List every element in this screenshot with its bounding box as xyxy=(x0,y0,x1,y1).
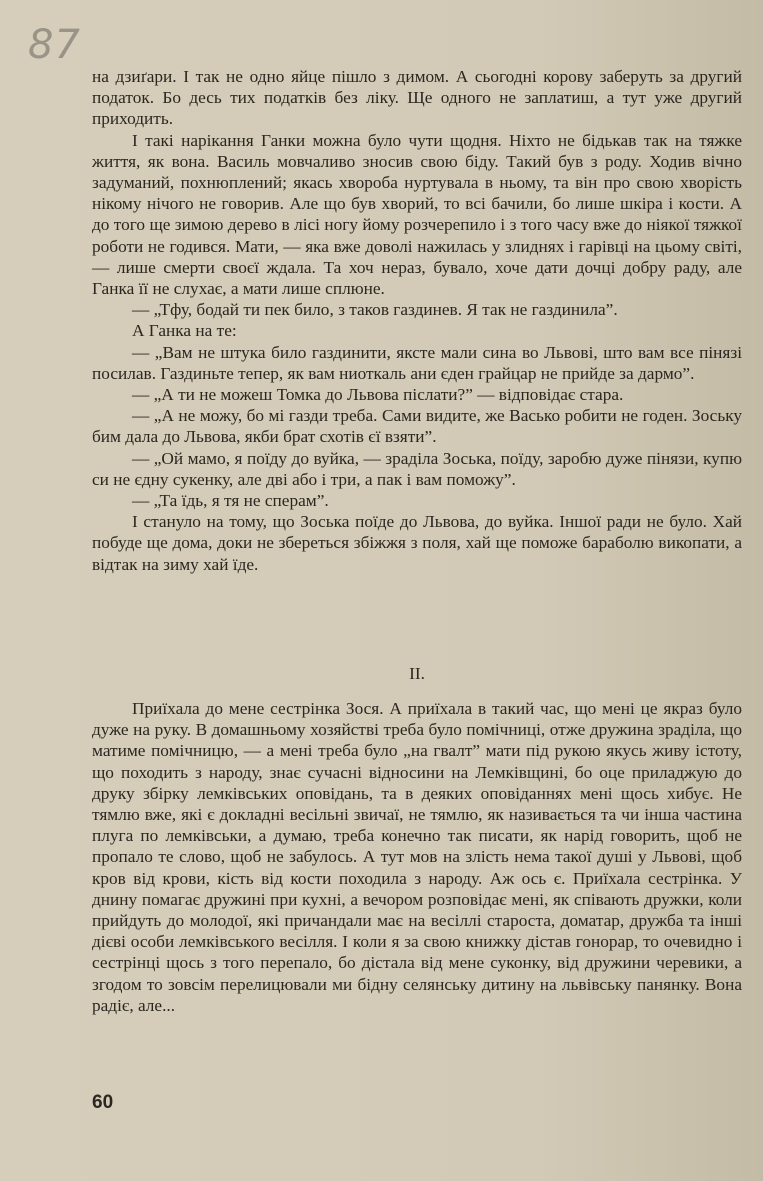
section-2-heading: II. xyxy=(409,664,425,683)
paragraph: — „Та їдь, я тя не сперам”. xyxy=(132,491,329,511)
handwritten-margin-note: 87 xyxy=(28,22,81,68)
section-2-text xyxy=(92,698,742,1016)
paragraph: — „Ой мамо, я поїду до вуйка, — зраділа Зоська, поїду, заробю дуже пінязи, купю си не єдну сукенку, але дві або і три, а пак і вам поможу”. xyxy=(92,448,742,489)
paragraph: А Ганка на те: xyxy=(132,321,237,341)
paragraph: — „А не можу, бо мі газди треба. Сами видите, же Васько робити не годен. Зоську бим дала до Львова, якби брат схотів єї взяти”. xyxy=(92,406,742,447)
paragraph: І такі нарікання Ганки можна було чути щодня. Ніхто не бідькав так на тяжке життя, як вона. Василь мовчаливо зносив свою біду. Такий був з роду. Ходив вічно задуманий, похнюплений; якась хвороба нуртувала в ньому, та він про свою хворість нікому нічого не говорив. Але що був хворий, то всі бачили, бо лише шкіра і кости. А до того ще зимою дерево в лісі ногу йому розчерепило і з того часу вже до ніякої тяжкої роботи не годився. Мати, — яка вже доволі нажилась у злиднях і гарівці на цьому світі, — лише смерти своєї ждала. Та хоч нераз, бувало, хоче дати дочці добру раду, але Ганка її не слухає, а мати лише сплюне. xyxy=(92,130,742,299)
paragraph: І стануло на тому, що Зоська поїде до Львова, до вуйка. Іншої ради не було. Хай побуде ще дома, доки не збереться збіжжя з поля, хай ще поможе бараболю викопати, а відтак на зиму хай їде. xyxy=(92,512,742,574)
paragraph: Приїхала до мене сестрінка Зося. А приїхала в такий час, що мені це якраз було дуже на руку. В домашньому хозяйстві треба було помічниці, отже дружина зраділа, що матиме помічницю, — а мені треба було „на гвалт” мати під рукою якусь живу істоту, що походить з народу, знає сучасні відносини на Лемківщині, бо оце приладжую до друку збірку лемківських оповідань, та в деяких оповіданнях мені щось хибує. Не тямлю вже, які є докладні весільні звичаї, не тямлю, як називається та чи інша частина плуга по лемківськи, а думаю, треба конечно так писати, як нарід говорить, щоб не пропало те слово, щоб не забулось. А тут мов на злість нема такої душі у Львові, щоб кров від крови, кість від кости походила з народу. Аж ось є. Приїхала сестрінка. У днину помагає дружині при кухні, а вечором розповідає мені, як співають дружки, коли прийдуть до молодої, які причандали має на весіллі староста, доматар, дружба та інші дієві особи лемківського весілля. І коли я за свою книжку дістав гонорар, то очевидно і сестрінці щось з того перепало, бо дістала від мене суконку, від дружини черевики, а згодом то зовсім перелицювали ми бідну селянську дитину на львівську панянку. Вона радіє, але... xyxy=(92,699,742,1015)
paragraph: на дзиґари. І так не одно яйце пішло з димом. А сьогодні корову заберуть за другий податок. Бо десь тих податків без ліку. Ще одного не заплатиш, а тут уже другий приходить. xyxy=(92,67,742,129)
page-number: 60 xyxy=(92,1092,114,1113)
paragraph: — „Вам не штука било газдинити, якстe мали сина во Львові, што вам все пінязі посилав. Газдиньте тепер, як вам ниоткаль ани єден грайцар не прийде за дармо”. xyxy=(92,342,742,383)
section-1-text xyxy=(92,66,742,575)
paragraph: — „А ти не можеш Томка до Львова післати?” — відповідає стара. xyxy=(132,385,624,405)
paragraph: — „Тфу, бодай ти пек било, з таков газдинев. Я так не газдинила”. xyxy=(132,300,618,320)
